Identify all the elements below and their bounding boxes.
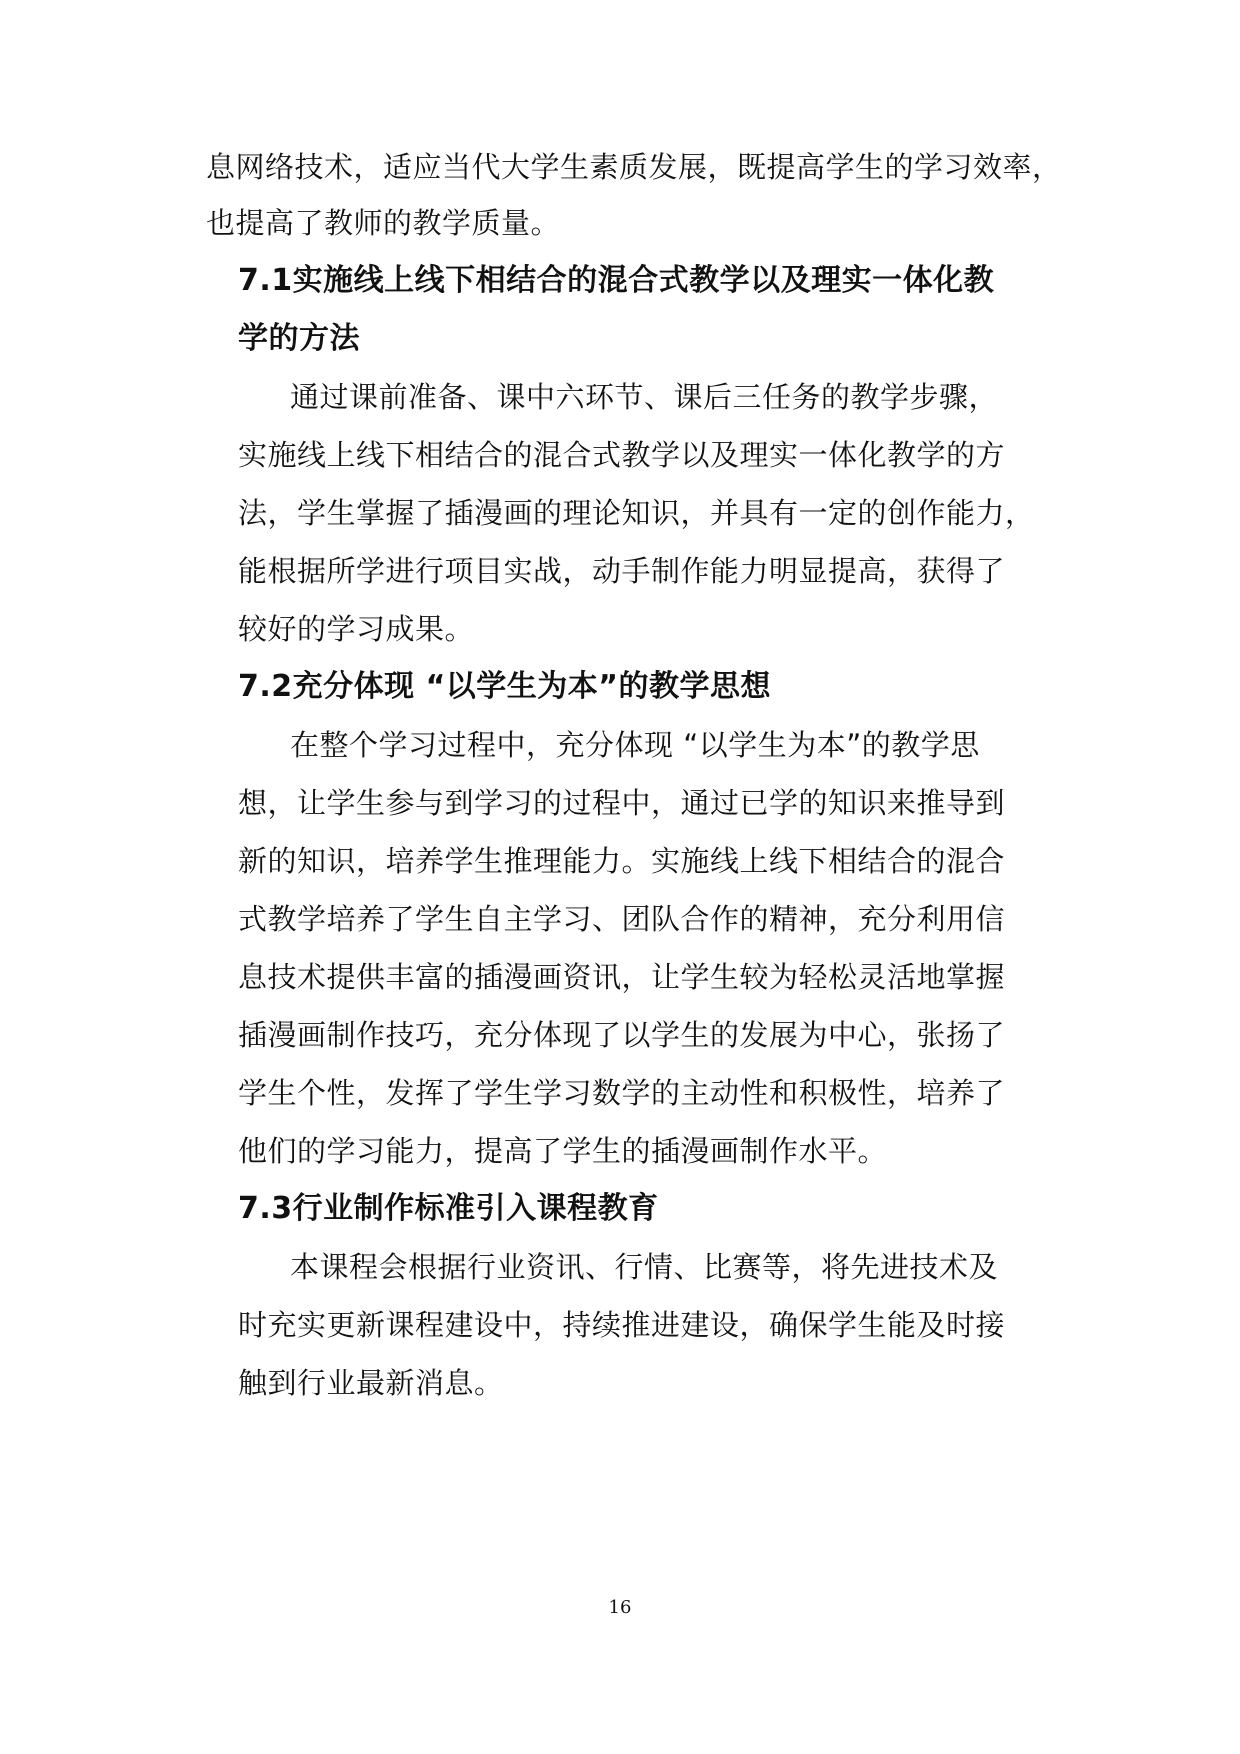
page-number: 16 — [608, 1597, 632, 1618]
paragraph-line: 插漫画制作技巧，充分体现了以学生的发展为中心，张扬了 — [238, 1018, 1006, 1052]
paragraph-line: 式教学培养了学生自主学习、团队合作的精神，充分利用信 — [238, 902, 1006, 936]
paragraph-line: 息技术提供丰富的插漫画资讯，让学生较为轻松灵活地掌握 — [238, 960, 1006, 994]
paragraph-line: 通过课前准备、课中六环节、课后三任务的教学步骤， — [290, 380, 999, 414]
paragraph-line: 时充实更新课程建设中，持续推进建设，确保学生能及时接 — [238, 1308, 1006, 1342]
paragraph-line: 新的知识，培养学生推理能力。实施线上线下相结合的混合 — [238, 844, 1006, 878]
paragraph-line: 本课程会根据行业资讯、行情、比赛等，将先进技术及 — [290, 1250, 999, 1284]
section-heading: 7.3行业制作标准引入课程教育 — [238, 1191, 659, 1226]
section-heading: 学的方法 — [238, 321, 360, 356]
paragraph-line: 息网络技术，适应当代大学生素质发展，既提高学生的学习效率， — [206, 150, 1062, 184]
paragraph-line: 较好的学习成果。 — [238, 612, 475, 646]
paragraph-line: 法，学生掌握了插漫画的理论知识，并具有一定的创作能力， — [238, 496, 1035, 530]
paragraph-line: 能根据所学进行项目实战，动手制作能力明显提高，获得了 — [238, 554, 1006, 588]
paragraph-line: 也提高了教师的教学质量。 — [206, 206, 561, 240]
paragraph-line: 想，让学生参与到学习的过程中，通过已学的知识来推导到 — [238, 786, 1006, 820]
section-heading: 7.2充分体现 “以学生为本”的教学思想 — [238, 669, 772, 704]
paragraph-line: 在整个学习过程中，充分体现 “以学生为本”的教学思 — [290, 728, 980, 762]
paragraph-line: 他们的学习能力，提高了学生的插漫画制作水平。 — [238, 1134, 888, 1168]
paragraph-line: 学生个性，发挥了学生学习数学的主动性和积极性，培养了 — [238, 1076, 1006, 1110]
paragraph-line: 实施线上线下相结合的混合式教学以及理实一体化教学的方 — [238, 438, 1006, 472]
section-heading: 7.1实施线上线下相结合的混合式教学以及理实一体化教 — [238, 263, 995, 298]
paragraph-line: 触到行业最新消息。 — [238, 1366, 504, 1400]
